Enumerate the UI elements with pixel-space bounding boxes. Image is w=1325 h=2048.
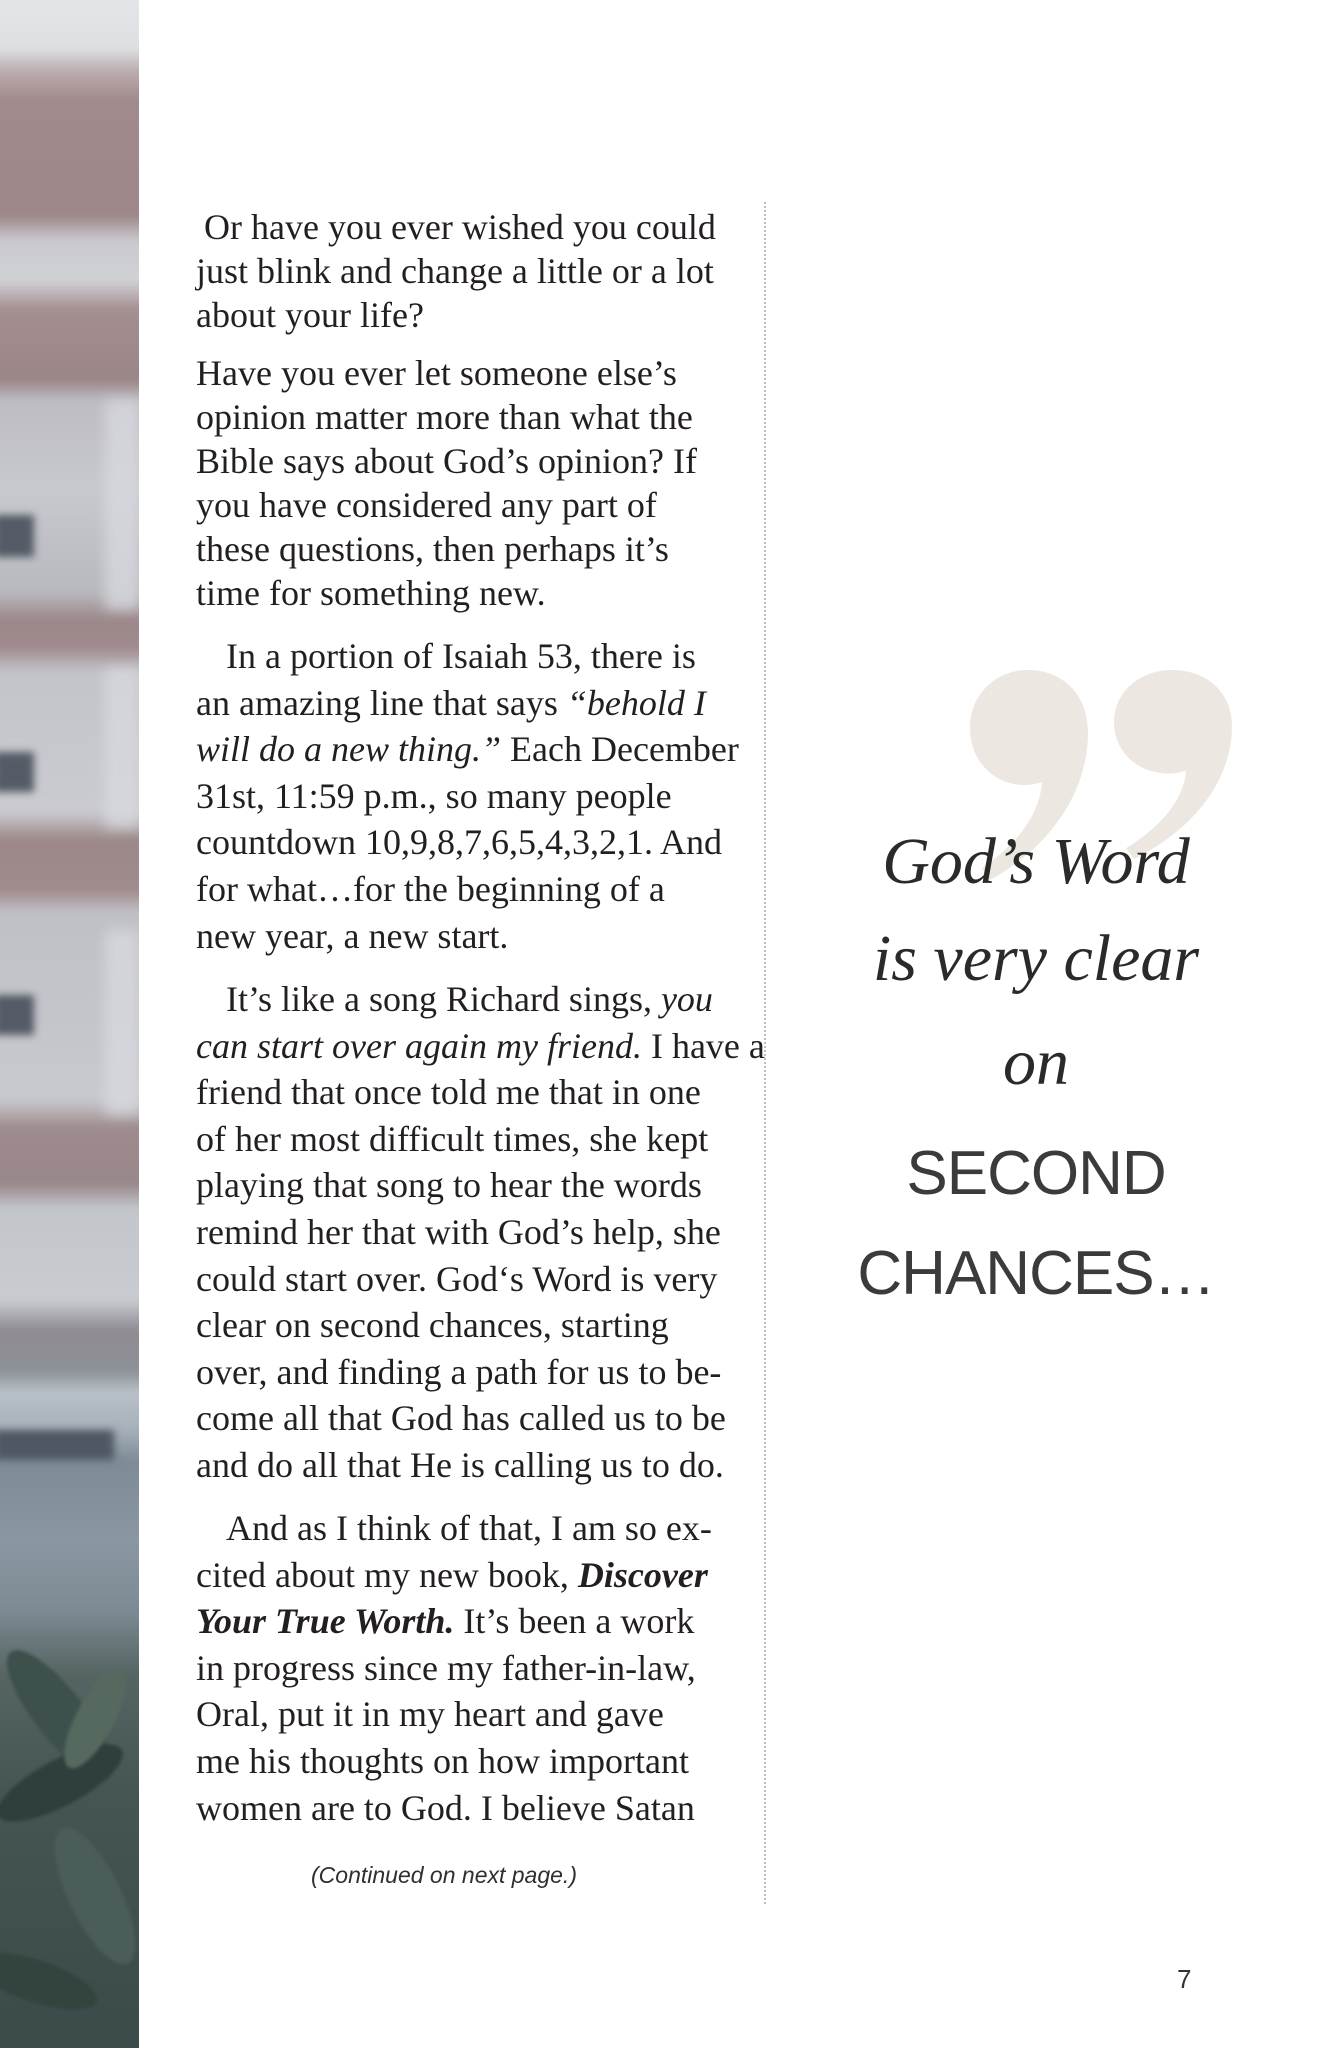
paragraph	[196, 205, 716, 337]
text-run: I have a	[641, 1025, 765, 1066]
pull-quote-line: SECOND	[906, 1139, 1166, 1208]
column-divider	[764, 202, 766, 1904]
text-run: cited about my new book,	[196, 1554, 578, 1595]
text-line: Have you ever let someone else’s	[196, 353, 677, 393]
text-line: Oral, put it in my heart and gave	[196, 1694, 664, 1735]
pull-quote-line: is very clear	[872, 922, 1200, 995]
pull-quote-line: CHANCES…	[857, 1239, 1215, 1308]
text-line: these questions, then perhaps it’s	[196, 529, 669, 569]
text-line: for what…for the beginning of a	[196, 868, 665, 909]
text-line: over, and finding a path for us to be-	[196, 1351, 722, 1392]
photo-window-pane	[0, 752, 34, 792]
text-line	[196, 1552, 712, 1599]
text-line: clear on second chances, starting	[196, 1305, 669, 1346]
photo-window-frame	[105, 930, 139, 1115]
photo-window-frame	[105, 668, 139, 828]
text-run: Each December	[501, 729, 739, 770]
page-number: 7	[1177, 1964, 1192, 1994]
text-line: of her most difficult times, she kept	[196, 1118, 709, 1159]
text-line: new year, a new start.	[196, 915, 509, 956]
text-line: come all that God has called us to be	[196, 1398, 726, 1439]
continued-note: (Continued on next page.)	[311, 1862, 577, 1888]
text-line	[196, 1023, 765, 1070]
text-line: countdown 10,9,8,7,6,5,4,3,2,1. And	[196, 822, 722, 863]
text-line: me his thoughts on how important	[196, 1740, 689, 1781]
text-line: in progress since my father-in-law,	[196, 1647, 696, 1688]
text-line: time for something new.	[196, 573, 546, 613]
text-line: women are to God. I believe Satan	[196, 1787, 695, 1828]
paragraph	[196, 633, 739, 959]
text-run: It’s been a work	[454, 1601, 695, 1642]
text-line: friend that once told me that in one	[196, 1072, 701, 1113]
text-line: And as I think of that, I am so ex-	[226, 1508, 712, 1548]
song-lyric: can start over again my friend.	[196, 1025, 642, 1066]
paragraph	[196, 351, 697, 615]
scripture-quote: will do a new thing.”	[196, 729, 502, 770]
book-title: Your True Worth.	[196, 1601, 455, 1642]
song-lyric: you	[660, 979, 713, 1019]
text-line: remind her that with God’s help, she	[196, 1211, 721, 1252]
text-line: about your life?	[196, 295, 424, 335]
text-line: 31st, 11:59 p.m., so many people	[196, 775, 672, 816]
pull-quote-line: on	[1003, 1026, 1069, 1099]
text-line: Bible says about God’s opinion? If	[196, 441, 697, 481]
photo-window-pane	[0, 515, 34, 557]
background-photo	[0, 0, 139, 2048]
scripture-quote: “behold I	[566, 682, 706, 723]
pull-quote-line: God’s Word	[882, 825, 1190, 898]
paragraph	[196, 976, 765, 1489]
text-line	[196, 680, 739, 727]
text-line: In a portion of Isaiah 53, there is	[226, 636, 696, 676]
text-line	[196, 726, 739, 773]
text-line: Or have you ever wished you could	[204, 207, 716, 247]
text-line: opinion matter more than what the	[196, 397, 693, 437]
text-line	[196, 976, 765, 1023]
text-run: an amazing line that says	[196, 682, 567, 723]
book-title: Discover	[577, 1554, 708, 1595]
text-line: and do all that He is calling us to do.	[196, 1444, 724, 1485]
text-line: you have considered any part of	[196, 485, 657, 525]
photo-window-frame	[105, 400, 139, 610]
photo-dark-band	[0, 1430, 114, 1460]
text-line: could start over. God‘s Word is very	[196, 1258, 718, 1299]
text-line	[196, 1598, 712, 1645]
paragraph	[196, 1505, 712, 1831]
text-line: just blink and change a little or a lot	[196, 251, 714, 291]
text-line: playing that song to hear the words	[196, 1165, 702, 1206]
text-run: It’s like a song Richard sings,	[226, 979, 661, 1019]
photo-window-pane	[0, 995, 34, 1035]
